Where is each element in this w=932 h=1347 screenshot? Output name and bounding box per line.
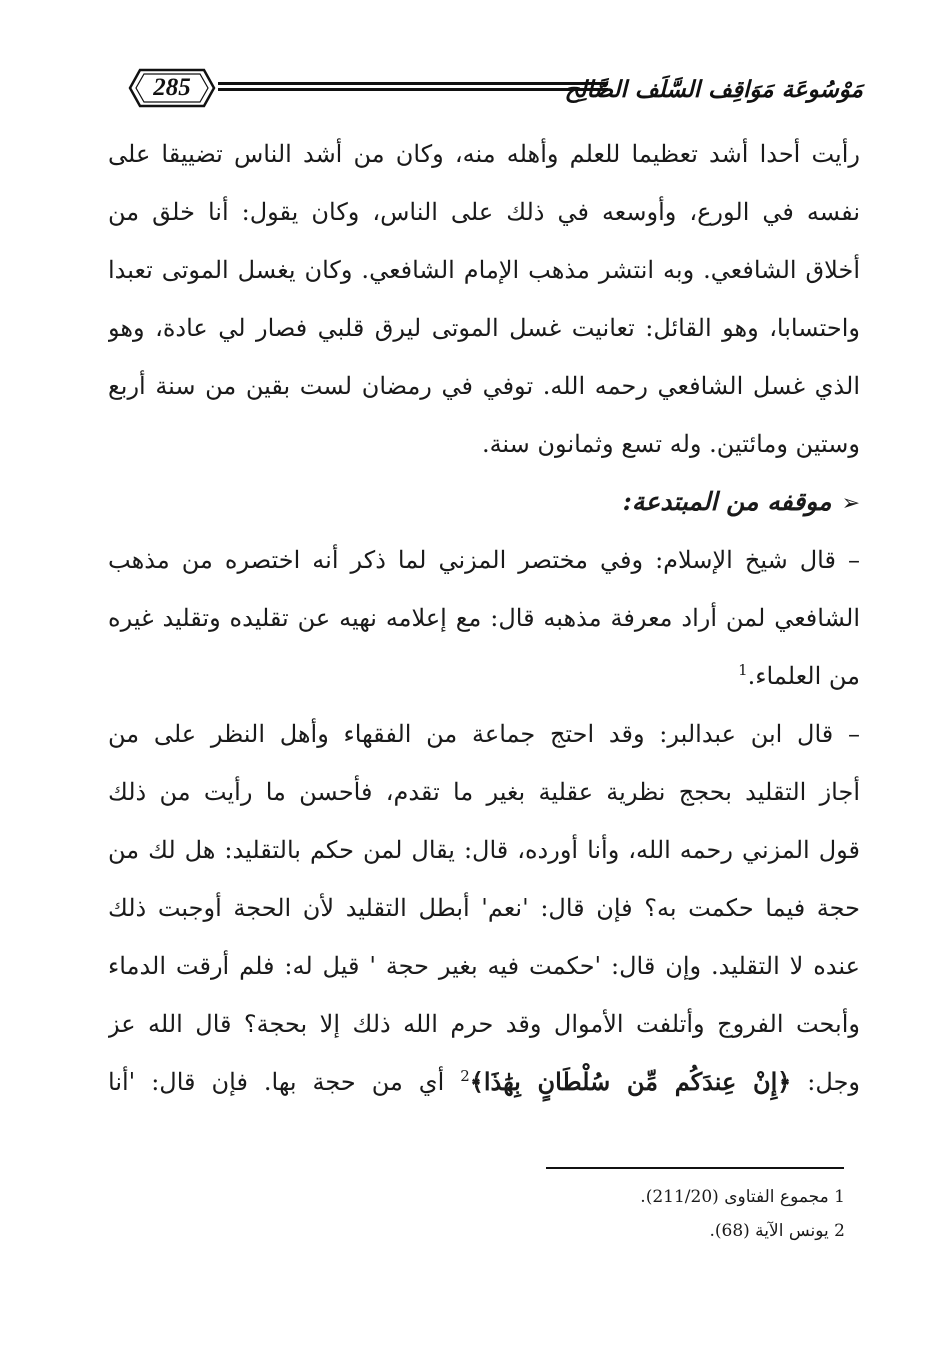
page-number-badge [128, 66, 216, 110]
body-line [108, 1053, 860, 1111]
header-rule [218, 82, 608, 94]
footnote: 2 يونس الآية (68). [709, 1221, 845, 1241]
body-line: نفسه في الورع، وأوسعه في ذلك على الناس، وكان يقول: أنا خلق من [108, 198, 860, 226]
body-line: واحتسابا، وهو القائل: تعانيت غسل الموتى ليرق قلبي فصار لي عادة، وهو [108, 314, 860, 342]
footnote-separator [546, 1167, 844, 1169]
footnote: 1 مجموع الفتاوى (211/20). [640, 1187, 845, 1207]
page-header [118, 62, 863, 118]
page-body [108, 125, 860, 1111]
body-line: حجة فيما حكمت به؟ فإن قال: 'نعم' أبطل التقليد لأن الحجة أوجبت ذلك [108, 894, 860, 922]
quran-quote: ﴿إِنْ عِندَكُم مِّن سُلْطَانٍ بِهَٰذَا﴾ [469, 1067, 792, 1096]
body-line [108, 647, 860, 705]
body-line: – قال ابن عبدالبر: وقد احتج جماعة من الفقهاء وأهل النظر على من [108, 720, 860, 748]
body-line: – قال شيخ الإسلام: وفي مختصر المزني لما ذكر أنه اختصره من مذهب [108, 546, 860, 574]
body-line: الشافعي لمن أراد معرفة مذهبه قال: مع إعلامه نهيه عن تقليده وتقليد غيره [108, 604, 860, 632]
footnote-ref: 2 [460, 1067, 470, 1085]
body-line: أجاز التقليد بحجج نظرية عقلية بغير ما تقدم، فأحسن ما رأيت من ذلك [108, 778, 860, 806]
book-title: مَوْسُوعَة مَوَاقِف السَّلَف الصَّالِح [564, 77, 863, 103]
body-line: أخلاق الشافعي. وبه انتشر مذهب الإمام الشافعي. وكان يغسل الموتى تعبدا [108, 256, 860, 284]
page-number: 285 [153, 74, 191, 101]
arrow-bullet-icon: ➢ [841, 491, 860, 516]
section-heading-text: موقفه من المبتدعة: [622, 487, 832, 516]
body-line: وأبحت الفروج وأتلفت الأموال وقد حرم الله ذلك إلا بحجة؟ قال الله عز [108, 1010, 860, 1038]
body-line-text: وجل: [791, 1068, 860, 1096]
footnote-ref: 1 [738, 661, 748, 679]
body-line: وستين ومائتين. وله تسع وثمانون سنة. [481, 430, 860, 458]
body-line: الذي غسل الشافعي رحمه الله. توفي في رمضان لست بقين من سنة أربع [108, 372, 860, 400]
body-line-text: أي من حجة بها. فإن قال: 'أنا [108, 1068, 461, 1096]
footnotes [530, 1180, 845, 1248]
section-heading [108, 473, 860, 531]
body-line: قول المزني رحمه الله، وأنا أورده، قال: يقال لمن حكم بالتقليد: هل لك من [108, 836, 860, 864]
body-line: رأيت أحدا أشد تعظيما للعلم وأهله منه، وكان من أشد الناس تضييقا على [108, 140, 860, 168]
body-line-text: من العلماء. [747, 662, 860, 690]
body-line: عنده لا التقليد. وإن قال: 'حكمت فيه بغير حجة ' قيل له: فلم أرقت الدماء [108, 952, 860, 980]
